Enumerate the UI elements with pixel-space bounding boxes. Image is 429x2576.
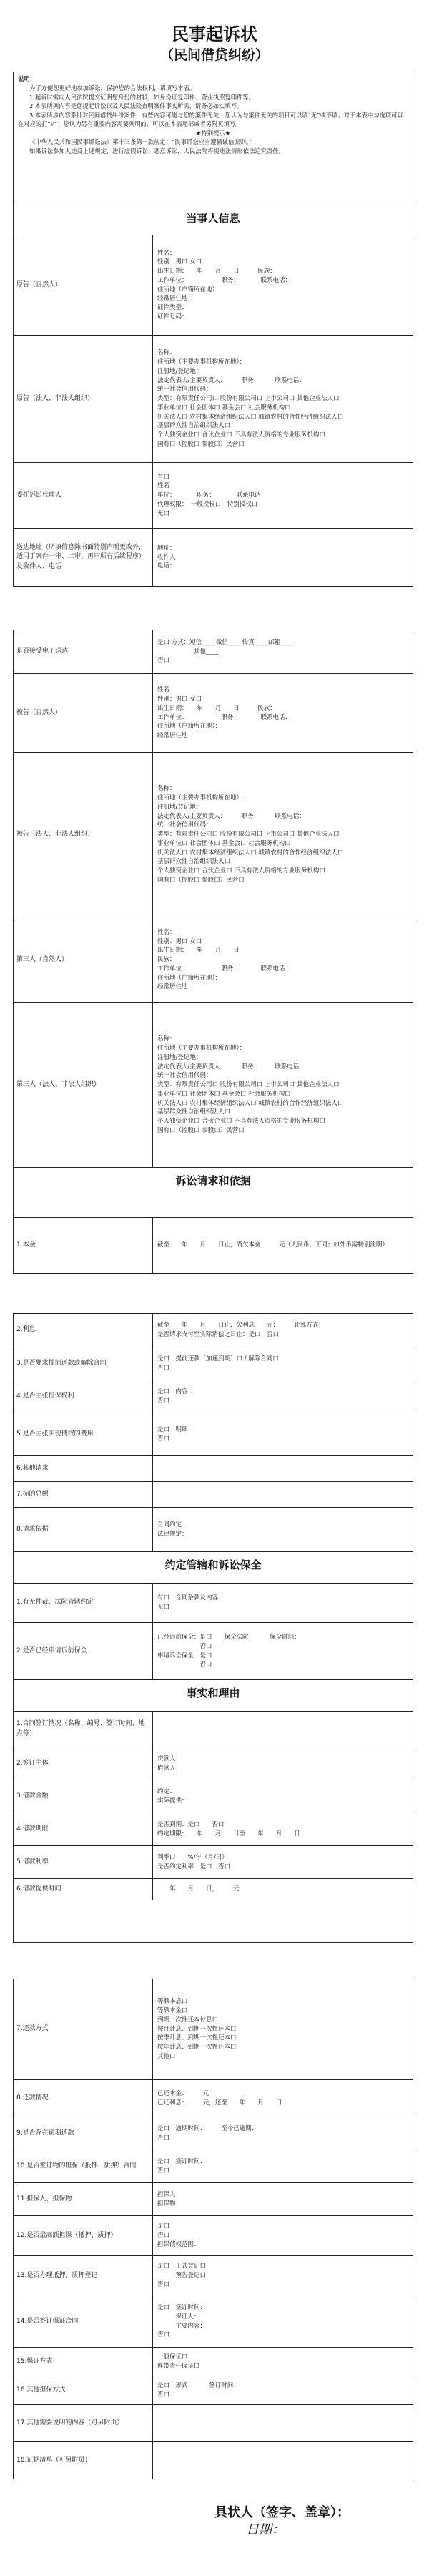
field-line: 统一社会信用代码： — [157, 1072, 212, 1080]
field-line: 证件号码： — [157, 313, 188, 321]
field-line: 国有口（控股口 参股口）民营口 — [157, 876, 245, 884]
third-org-fields[interactable] — [153, 1003, 413, 1167]
document-title: 民事起诉状 — [172, 24, 257, 44]
field-line: 个人独资企业口 合伙企业口 不具有法人资格的专业服务机构口 — [157, 431, 325, 439]
third-org-row — [14, 1002, 413, 1167]
field-line: 其他口 — [157, 2052, 176, 2060]
field-line: 一般保证口 — [157, 2353, 188, 2361]
row-label: 18.证据清单（可另附页） — [14, 2442, 153, 2479]
row-label: 5.借款利率 — [14, 1846, 153, 1878]
field-line: 性别：男口 女口 — [157, 258, 202, 266]
field-line: 出生日期： 年 月 日 — [157, 947, 240, 955]
field-line: 按季计息、到期一次性还本口 — [157, 2034, 237, 2042]
agent-fields[interactable] — [153, 463, 413, 528]
field-line: 有口 — [157, 473, 170, 481]
field-line: 借款人： — [157, 1764, 182, 1772]
row-label: 4.借款期限 — [14, 1813, 153, 1845]
signature-label: 具状人（签字、盖章）： — [214, 2505, 350, 2520]
field-line: 电话： — [157, 562, 176, 570]
field-line: 否口 — [157, 1397, 170, 1405]
row-label: 8.还款情况 — [14, 2080, 153, 2117]
row-label: 3.是否要求提前还款或解除合同 — [14, 1347, 153, 1380]
notes-item: 《中华人民共和国民事诉讼法》第十三条第一款规定：“民事诉讼应当遵循诚信原则。” — [29, 138, 252, 146]
field-line: 无口 — [157, 1604, 170, 1611]
row-label: 4.是否主张担保权利 — [14, 1380, 153, 1413]
fact-row-15 — [14, 2347, 413, 2376]
fact-fields-3[interactable] — [153, 1780, 413, 1813]
fact-fields-9[interactable] — [153, 2117, 413, 2150]
fact-fields-15[interactable] — [153, 2348, 413, 2376]
fact-row-2 — [14, 1747, 413, 1780]
section-heading-jurisdiction: 约定管辖和诉讼保全 — [14, 1551, 413, 1583]
row-label: 原告（自然人） — [14, 235, 153, 335]
field-line: 利率口 %/年（月/日） — [157, 1853, 228, 1861]
field-line: 否口 — [157, 2232, 170, 2240]
field-line: 贷款人： — [157, 1755, 182, 1762]
field-line: 是口 签订时间： — [157, 2157, 207, 2165]
defendant-person-row — [14, 673, 413, 752]
row-label: 1.本金 — [14, 1218, 153, 1273]
field-line: 姓名： — [157, 928, 176, 936]
row-label: 10.是否签订物的担保（抵押、质押）合同 — [14, 2150, 153, 2182]
field-line: 住所地（主要办事机构所在地）： — [157, 794, 246, 802]
field-line: 法定代表人/主要负责人： 职务： 联系电话： — [157, 812, 305, 820]
field-line: 按月计息、到期一次性还本口 — [157, 2025, 237, 2033]
document-subtitle: （民间借贷纠纷） — [159, 47, 269, 63]
fact-fields-7[interactable] — [153, 1979, 413, 2079]
field-line: 经常居住地： — [157, 732, 194, 739]
field-line: 住所地（主要办事机构所在地）： — [157, 1045, 246, 1053]
field-line: 国有口（控股口 参股口）民营口 — [157, 440, 245, 448]
field-line: 否口 — [157, 2134, 170, 2142]
fact-row-7 — [14, 1979, 413, 2079]
field-line: 姓名： — [157, 482, 176, 490]
notes-row — [14, 72, 413, 205]
field-line: 名称： — [157, 1035, 176, 1043]
row-label: 是否接受电子送达 — [14, 630, 153, 673]
row-label: 委托诉讼代理人 — [14, 463, 153, 528]
field-line: 已经诉前保全：是口 保全法院： 保全时间： — [157, 1634, 300, 1641]
fact-row-14 — [14, 2296, 413, 2347]
field-line: 注册地/登记地： — [157, 803, 202, 811]
field-line: 担保债权范围： — [157, 2240, 200, 2248]
row-label: 15.保证方式 — [14, 2348, 153, 2376]
jur-agreement-row — [14, 1583, 413, 1622]
row-label: 6.借款提供时间 — [14, 1879, 153, 1900]
field-line: 连带责任保证口 — [157, 2362, 200, 2370]
field-line: 担保人： — [157, 2190, 182, 2198]
field-line: 是口 方式：短信____ 微信____ 传真____ 邮箱____ — [157, 638, 293, 646]
plaintiff-org-fields[interactable] — [153, 336, 413, 462]
field-line: 合同约定： — [157, 1521, 188, 1528]
notes-item: 为了方便您更好地参加诉讼，保护您的合法权利，请填写本表。 — [29, 84, 196, 92]
field-line: 名称： — [157, 785, 176, 793]
fact-fields-14[interactable] — [153, 2296, 413, 2347]
field-line: 否口 — [157, 2280, 170, 2288]
field-line: 是口 内容： — [157, 1387, 194, 1395]
signature-block — [214, 2504, 415, 2540]
field-line: 机关法人口 农村集体经济组织法人口 城镇农村的合作经济组织法人口 — [157, 1099, 344, 1107]
fact-row-16 — [14, 2376, 413, 2404]
row-label: 17.其他需要说明的内容（可另附页） — [14, 2405, 153, 2441]
field-line: 出生日期： 年 月 日 民族： — [157, 268, 276, 275]
field-line: 名称： — [157, 349, 176, 357]
claim-principal-row — [14, 1217, 413, 1273]
row-label: 3.借款金额 — [14, 1780, 153, 1813]
claim-other-fields[interactable] — [153, 1456, 413, 1481]
field-line: 姓名： — [157, 249, 176, 257]
field-line: 工作单位： 职务： 联系电话： — [157, 276, 292, 284]
field-line: 法律规定： — [157, 1530, 188, 1538]
fact-fields-6[interactable] — [153, 1879, 413, 1900]
claim-principal-fields[interactable] — [153, 1218, 413, 1273]
notes-item: ★特别提示★ — [195, 129, 231, 137]
section-parties-continued — [13, 630, 413, 1274]
field-line: 工作单位： 职务： 联系电话： — [157, 713, 292, 721]
field-line: 预告登记口 — [157, 2272, 207, 2280]
field-line: 等额本息口 — [157, 1998, 188, 2006]
section-heading-claims: 诉讼请求和依据 — [14, 1167, 413, 1217]
field-line: 注册地/登记地： — [157, 1053, 202, 1061]
defendant-org-row — [14, 752, 413, 917]
notes-block — [14, 72, 413, 205]
claim-total-row — [14, 1481, 413, 1507]
claim-total-fields[interactable] — [153, 1482, 413, 1507]
fact-fields-10[interactable] — [153, 2150, 413, 2182]
row-label: 6.其他请求 — [14, 1456, 153, 1481]
field-line: 证件类型： — [157, 304, 188, 311]
claim-basis-row — [14, 1507, 413, 1551]
plaintiff-person-row — [14, 235, 413, 335]
signature-date: 日期： — [246, 2522, 285, 2538]
fact-row-6 — [14, 1878, 413, 1900]
field-line: 约定： — [157, 1787, 176, 1795]
service-address-row — [14, 528, 413, 586]
field-line: 按年计息、到期一次性还本口 — [157, 2044, 237, 2051]
row-label: 5.是否主张实现债权的费用 — [14, 1413, 153, 1455]
fact-row-18 — [14, 2441, 413, 2479]
fact-row-11 — [14, 2182, 413, 2215]
field-line: 否口 — [157, 2391, 170, 2399]
row-label: 2.签订主体 — [14, 1747, 153, 1780]
field-line: 住所地（主要办事机构所在地）： — [157, 358, 246, 366]
fact-row-4 — [14, 1813, 413, 1845]
row-label: 12.是否最高额担保（抵押、质押） — [14, 2216, 153, 2255]
field-line: 民族： — [157, 956, 176, 964]
field-line: 事业单位口 社会团体口 基金会口 社会服务机构口 — [157, 404, 291, 411]
field-line: 无口 — [157, 509, 170, 517]
section-heading-facts: 事实和理由 — [14, 1679, 413, 1711]
row-label: 8.请求依据 — [14, 1508, 153, 1551]
fact-row-5 — [14, 1845, 413, 1878]
notes-item: 如果诉讼参加人违反上述规定，进行虚假诉讼、恶意诉讼，人民法院将视违法情形依法追究责任。 — [29, 147, 285, 155]
section-claims-table — [13, 1313, 413, 1943]
row-label: 13.是否办理抵押、质押登记 — [14, 2256, 153, 2296]
fact-row-8 — [14, 2079, 413, 2117]
fact-row-17 — [14, 2404, 413, 2441]
row-label: 1.有无仲裁、法院管辖约定 — [14, 1584, 153, 1622]
field-line: 是否到期：是口 否口 — [157, 1820, 225, 1828]
edelivery-fields[interactable] — [153, 630, 413, 673]
notes-item: 1.起诉时需向人民法院提交证明您身份的材料，如身份证复印件、营业执照复印件等。 — [29, 93, 255, 101]
field-line: 是口 正式登记口 — [157, 2263, 207, 2270]
field-line: 担保物： — [157, 2200, 182, 2207]
field-line: 等额本金口 — [157, 2007, 188, 2015]
claim-other-row — [14, 1455, 413, 1481]
row-label: 7.标的总额 — [14, 1482, 153, 1507]
service-address-fields[interactable] — [153, 529, 413, 586]
field-line: 性别：男口 女口 — [157, 937, 202, 945]
field-line: 已还本金： 元 — [157, 2089, 209, 2097]
fact-fields-13[interactable] — [153, 2256, 413, 2296]
row-label: 1.合同签订情况（名称、编号、签订时间、地点等） — [14, 1712, 153, 1747]
fact-fields-16[interactable] — [153, 2376, 413, 2404]
field-line: 性别：男口 女口 — [157, 696, 202, 703]
agent-row — [14, 462, 413, 528]
field-line: 代理权限： 一般授权口 特别授权口 — [157, 500, 258, 508]
field-line: 住所地（户籍所在地）： — [157, 723, 222, 731]
defendant-person-fields[interactable] — [153, 674, 413, 752]
fact-fields-5[interactable] — [153, 1846, 413, 1878]
field-line: 住所地（户籍所在地）： — [157, 974, 222, 982]
field-line: 单位： 职务： 联系电话： — [157, 492, 267, 499]
field-line: 否口 — [157, 657, 170, 665]
row-label: 7.还款方式 — [14, 1979, 153, 2079]
field-line: 否口 — [157, 1661, 212, 1669]
fact-fields-12[interactable] — [153, 2216, 413, 2255]
fact-fields-4[interactable] — [153, 1813, 413, 1845]
field-line: 工作单位： 职务： 联系电话： — [157, 965, 292, 972]
defendant-org-fields[interactable] — [153, 753, 413, 917]
section-heading-parties: 当事人信息 — [14, 205, 413, 235]
claim-expense-row — [14, 1413, 413, 1455]
field-line: 否口 — [157, 2167, 170, 2175]
row-label: 送达地址（所填信息除书面特别声明更改外，适用于案件一审、二审、再审所有后续程序）及收件人、电话 — [14, 529, 153, 586]
row-label: 11.担保人、担保物 — [14, 2183, 153, 2215]
row-label: 9.是否存在逾期还款 — [14, 2117, 153, 2150]
row-label: 14.是否签订保证合同 — [14, 2296, 153, 2347]
section-parties-table — [13, 72, 413, 587]
jur-preservation-row — [14, 1622, 413, 1679]
field-line: 是口 逾期时间： 至今已逾期： — [157, 2124, 258, 2132]
claim-expense-fields[interactable] — [153, 1413, 413, 1455]
row-label: 2.利息 — [14, 1314, 153, 1347]
field-line: 个人独资企业口 合伙企业口 不具有法人资格的专业服务机构口 — [157, 1118, 325, 1126]
plaintiff-org-row — [14, 335, 413, 462]
section-facts-continued — [13, 1979, 413, 2479]
field-line: 申请诉讼保全：是口 — [157, 1652, 212, 1659]
field-line: 保证人： — [157, 2313, 200, 2321]
claim-costs-fields[interactable] — [153, 1347, 413, 1380]
row-label: 2.是否已经申请诉前保全 — [14, 1623, 153, 1679]
field-line: 经常居住地： — [157, 295, 194, 303]
row-label: 原告（法人、非法人组织） — [14, 336, 153, 462]
field-line: 地址： — [157, 544, 176, 552]
field-line: 实际提供： — [157, 1797, 188, 1805]
fact-row-1 — [14, 1711, 413, 1747]
fact-fields-8[interactable] — [153, 2080, 413, 2117]
fact-row-13 — [14, 2255, 413, 2296]
field-line: 法定代表人/主要负责人： 职务： 联系电话： — [157, 1063, 305, 1070]
fact-row-12 — [14, 2215, 413, 2255]
notes-item: 2.本表所列内容是您提起诉讼以及人民法院查明案件事实所需，请务必如实填写。 — [29, 102, 243, 110]
notes-heading: 说明： — [18, 75, 36, 82]
fact-row-10 — [14, 2150, 413, 2182]
field-line: 是口 明细： — [157, 1425, 194, 1433]
claim-interest-row — [14, 1314, 413, 1347]
field-line: 事业单位口 社会团体口 基金会口 社会服务机构口 — [157, 839, 291, 847]
fact-fields-11[interactable] — [153, 2183, 413, 2215]
fact-fields-17[interactable] — [153, 2405, 413, 2441]
field-line: 类型：有限责任公司口 股份有限公司口 上市公司口 其他企业法人口 — [157, 395, 340, 403]
field-line: 是口 提前还款（加速到期）口 / 解除合同口 — [157, 1355, 279, 1362]
claim-interest-fields[interactable] — [153, 1314, 413, 1347]
field-line: 是口 形式： 签订时间： — [157, 2381, 240, 2389]
field-line: 统一社会信用代码： — [157, 386, 212, 394]
field-line: 否口 — [157, 1435, 170, 1443]
field-line: 是口 签订时间： — [157, 2304, 207, 2311]
field-line: 注册地/登记地： — [157, 367, 202, 375]
field-line: 出生日期： 年 月 日 民族： — [157, 704, 276, 712]
claim-costs-row — [14, 1347, 413, 1380]
field-line: 统一社会信用代码： — [157, 821, 212, 829]
field-line: 否口 — [157, 1364, 170, 1372]
field-line: 其他____ — [157, 648, 219, 655]
field-line: 有口 合同条款及内容： — [157, 1594, 225, 1602]
field-line: 经常居住地： — [157, 983, 194, 991]
field-line: 到期一次性还本付息口 — [157, 2016, 219, 2024]
field-line: 基层群众性自治组织法人口 — [157, 858, 231, 866]
claim-guarantee-row — [14, 1380, 413, 1413]
field-line: 类型：有限责任公司口 股份有限公司口 上市公司口 其他企业法人口 — [157, 831, 340, 839]
row-label: 被告（法人、非法人组织） — [14, 753, 153, 917]
field-line: 法定代表人/主要负责人： 职务： 联系电话： — [157, 376, 305, 384]
field-line: 截至 年 月 日止，欠利息 元； 计算方式： — [157, 1322, 325, 1330]
row-label: 16.其他担保方式 — [14, 2376, 153, 2404]
field-line: 已还利息： 元，还至 年 月 日 — [157, 2099, 282, 2107]
field-line: 否口 — [157, 2331, 170, 2339]
claim-basis-fields[interactable] — [153, 1508, 413, 1551]
fact-fields-18[interactable] — [153, 2442, 413, 2479]
row-label: 第三人（自然人） — [14, 917, 153, 1002]
field-line: 事业单位口 社会团体口 基金会口 社会服务机构口 — [157, 1090, 291, 1098]
field-line: 年 月 日， 元 — [157, 1885, 240, 1893]
field-line: 是口 — [157, 2223, 170, 2230]
field-line: 收件人： — [157, 553, 182, 561]
row-label: 被告（自然人） — [14, 674, 153, 752]
field-line: 国有口（控股口 参股口）民营口 — [157, 1126, 245, 1134]
field-line: 基层群众性自治组织法人口 — [157, 1108, 231, 1116]
field-line: 住所地（户籍所在地）： — [157, 286, 222, 293]
field-line: 机关法人口 农村集体经济组织法人口 城镇农村的合作经济组织法人口 — [157, 849, 344, 857]
edelivery-row — [14, 630, 413, 673]
third-person-row — [14, 917, 413, 1002]
field-line: 约定期限： 年 月 日至 年 月 日 — [157, 1830, 300, 1838]
field-line: 是否请求支付至实际清偿之日止：是口 否口 — [157, 1331, 280, 1338]
field-line: 基层群众性自治组织法人口 — [157, 422, 231, 430]
jur-agreement-fields[interactable] — [153, 1584, 413, 1622]
field-line: 机关法人口 农村集体经济组织法人口 城镇农村的合作经济组织法人口 — [157, 413, 344, 421]
field-line: 主要内容： — [157, 2322, 207, 2330]
field-line: 个人独资企业口 合伙企业口 不具有法人资格的专业服务机构口 — [157, 867, 325, 875]
notes-item: 3.本表所涉内容系针对民间借贷纠纷案件，有些内容可能与您的案件无关，您认为与案件无关的项目可以填“无”或不填；对于本表中勾选项可以在对应的打“√”；您认为另有重要内容需要列明的，可以在本表尾部或者另附页填写。 — [18, 112, 403, 127]
field-line: 是否约定利率：是口 否口 — [157, 1863, 231, 1870]
fact-fields-2[interactable] — [153, 1747, 413, 1780]
claim-guarantee-fields[interactable] — [153, 1380, 413, 1413]
third-person-fields[interactable] — [153, 917, 413, 1002]
row-label: 第三人（法人、非法人组织） — [14, 1003, 153, 1167]
fact-row-3 — [14, 1780, 413, 1813]
plaintiff-person-fields[interactable] — [153, 235, 413, 335]
field-line: 姓名： — [157, 686, 176, 694]
fact-row-9 — [14, 2117, 413, 2150]
fact-fields-1[interactable] — [153, 1712, 413, 1747]
jur-preservation-fields[interactable] — [153, 1623, 413, 1679]
field-line: 类型：有限责任公司口 股份有限公司口 上市公司口 其他企业法人口 — [157, 1081, 340, 1089]
field-line: 否口 — [157, 1642, 212, 1650]
field-line: 截至 年 月 日止，尚欠本金 元（人民币，下同；如外币需特别注明） — [157, 1241, 389, 1249]
